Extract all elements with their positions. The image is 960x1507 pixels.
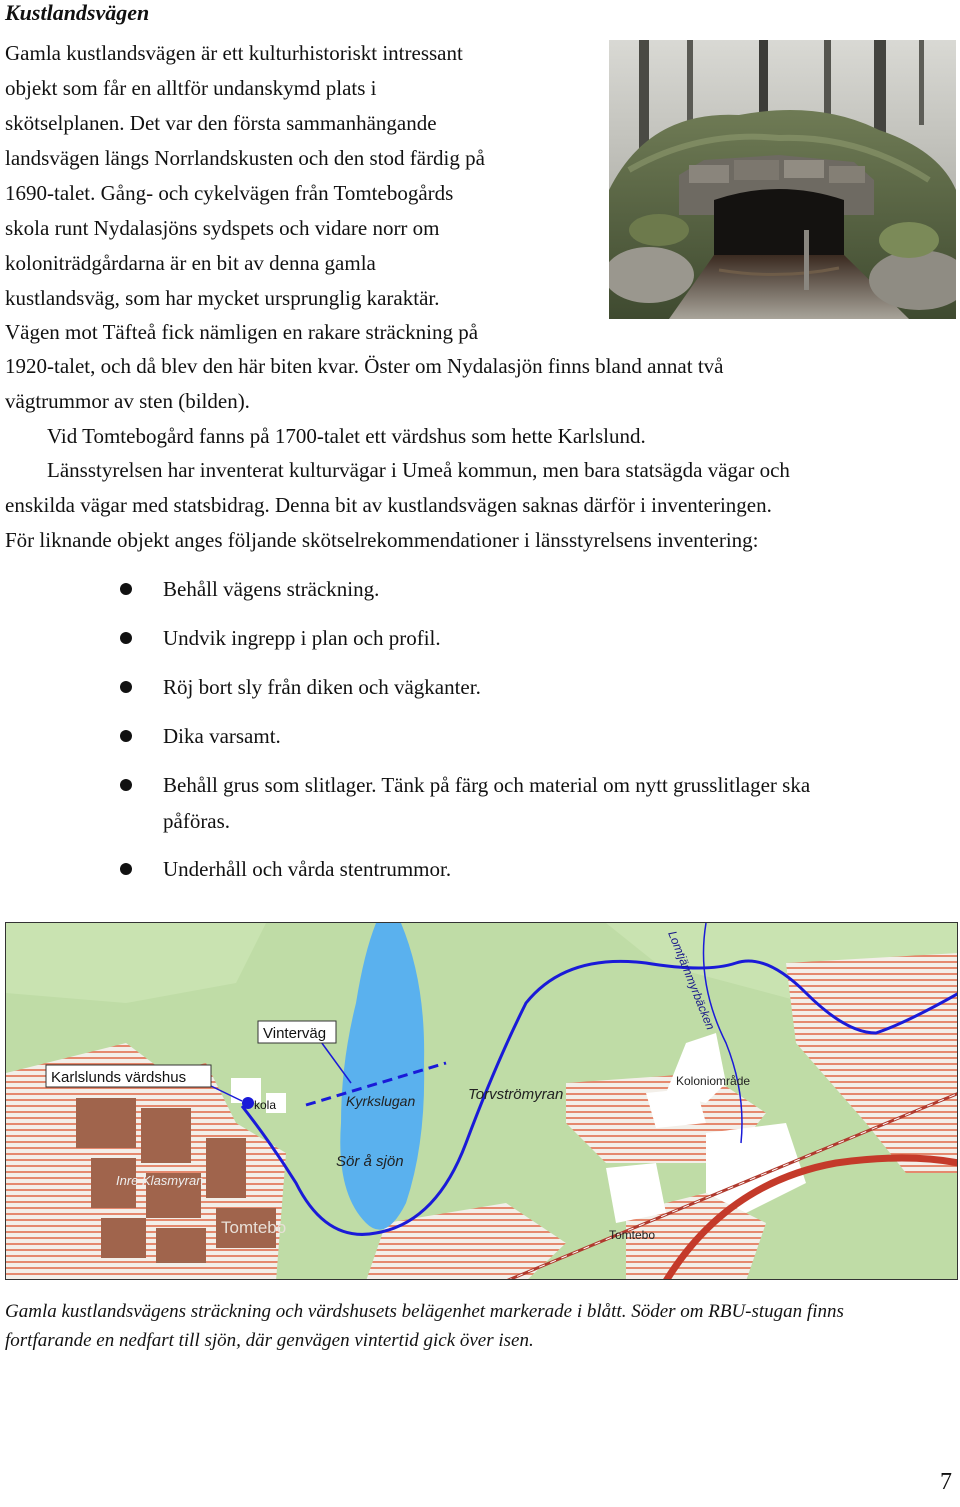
map-caption-line: fortfarande en nedfart till sjön, där genvägen vintertid gick över isen. [5, 1330, 534, 1351]
paragraph-line: landsvägen längs Norrlandskusten och den stod färdig på [5, 146, 485, 170]
section-heading: Kustlandsvägen [5, 0, 150, 25]
bullet-dot [120, 681, 132, 693]
map-label-sor-a-sjon: Sör å sjön [336, 1153, 404, 1170]
stone-culvert-photo [609, 40, 956, 319]
paragraph-line: Vid Tomtebogård fanns på 1700-talet ett värdshus som hette Karlslund. [47, 424, 646, 448]
bullet-dot [120, 730, 132, 742]
paragraph-line: kustlandsväg, som har mycket ursprunglig karaktär. [5, 286, 440, 310]
map-label-skola: kola [254, 1098, 277, 1112]
list-item: Behåll vägens sträckning. [163, 577, 380, 601]
map-label-karlslund: Karlslunds värdshus [51, 1069, 187, 1086]
paragraph-line: 1920-talet, och då blev den här biten kvar. Öster om Nydalasjön finns bland annat två [5, 354, 724, 378]
map-label-inre-klasmyran: Inre Klasmyran [116, 1173, 204, 1188]
bullet-dot [120, 863, 132, 875]
map-label-lomtjarnmyrbacken: Lomtjärnmyrbäcken [665, 928, 718, 1032]
map-caption-line: Gamla kustlandsvägens sträckning och värdshusets belägenhet markerade i blått. Söder om RBU-stugan finns [5, 1301, 844, 1322]
map-label-kyrkslugan: Kyrkslugan [346, 1093, 416, 1109]
paragraph-line: skötselplanen. Det var den första sammanhängande [5, 111, 437, 135]
bullet-dot [120, 632, 132, 644]
list-item: Dika varsamt. [163, 724, 281, 748]
paragraph-line: skola runt Nydalasjöns sydspets och vidare norr om [5, 216, 440, 240]
map-label-koloniomrade: Koloniområde [676, 1074, 751, 1088]
paragraph-line: enskilda vägar med statsbidrag. Denna bit av kustlandsvägen saknas därför i inventeringen. [5, 493, 772, 517]
list-item: Underhåll och vårda stentrummor. [163, 857, 452, 881]
paragraph-line: objekt som får en alltför undanskymd plats i [5, 76, 377, 100]
paragraph-line: Gamla kustlandsvägen är ett kulturhistoriskt intressant [5, 41, 463, 65]
list-item-continuation: påföras. [163, 809, 231, 833]
paragraph-line: För liknande objekt anges följande skötselrekommendationer i länsstyrelsens inventering: [5, 528, 759, 552]
paragraph-line: Vägen mot Täfteå fick nämligen en rakare sträckning på [5, 320, 479, 344]
list-item: Behåll grus som slitlager. Tänk på färg och material om nytt grusslitlager ska [163, 773, 811, 797]
paragraph-line: koloniträdgårdarna är en bit av denna gamla [5, 251, 376, 275]
route-map [5, 922, 958, 1280]
list-item: Röj bort sly från diken och vägkanter. [163, 675, 481, 699]
bullet-dot [120, 779, 132, 791]
bullet-dot [120, 583, 132, 595]
map-label-torvstromyran: Torvströmyran [468, 1086, 564, 1103]
paragraph-line: vägtrummor av sten (bilden). [5, 389, 250, 413]
paragraph-line: Länsstyrelsen har inventerat kulturvägar i Umeå kommun, men bara statsägda vägar och [47, 458, 790, 482]
paragraph-line: 1690-talet. Gång- och cykelvägen från Tomtebogårds [5, 181, 454, 205]
map-label-tomtebo-east: Tomtebo [609, 1228, 656, 1242]
page-number: 7 [940, 1469, 952, 1495]
list-item: Undvik ingrepp i plan och profil. [163, 626, 441, 650]
map-label-tomtebo: Tomtebo [221, 1218, 287, 1237]
map-label-vinterv: Vinterväg [263, 1025, 327, 1042]
